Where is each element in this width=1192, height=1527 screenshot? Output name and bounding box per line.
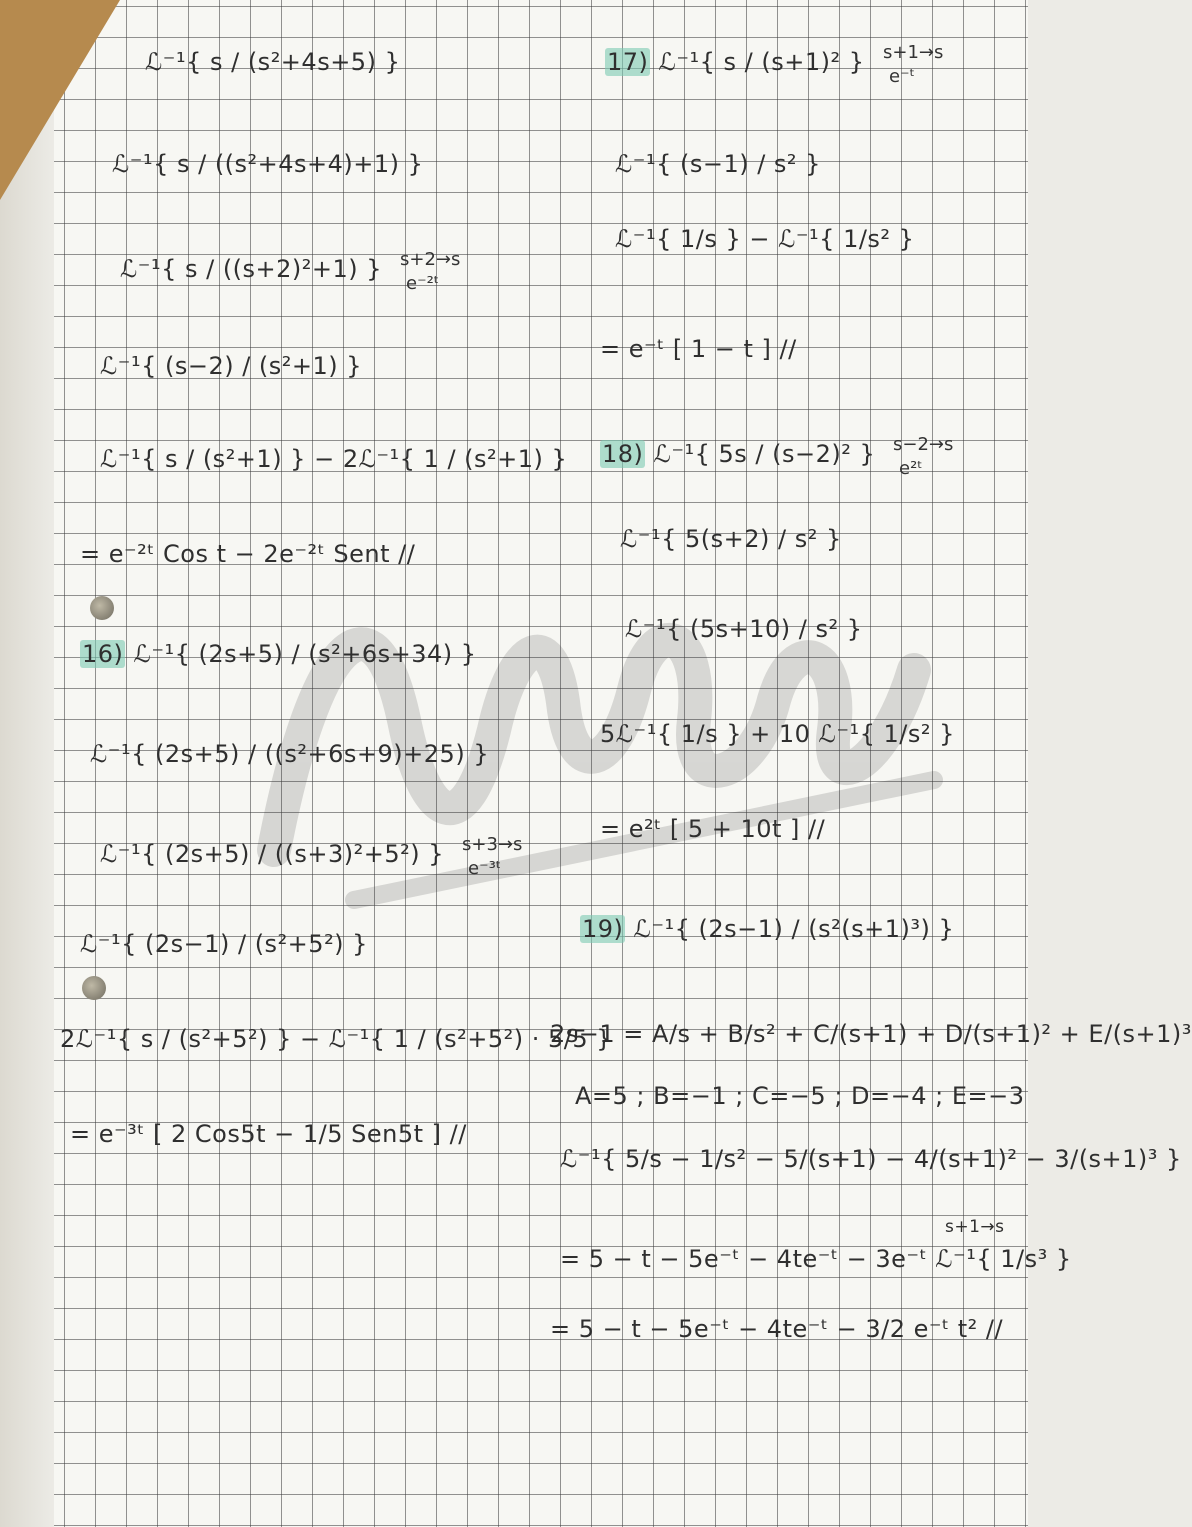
equation-text: ℒ⁻¹{ 5/s − 1/s² − 5/(s+1) − 4/(s+1)² − 3/(s+1)³ }	[560, 1145, 1182, 1173]
equation-text: ℒ⁻¹{ (2s−1) / (s²+5²) }	[80, 930, 368, 958]
equation-line	[550, 1020, 1192, 1048]
equation-line	[600, 815, 825, 843]
equation-text: ℒ⁻¹{ s / (s²+1) } − 2ℒ⁻¹{ 1 / (s²+1) }	[100, 445, 568, 473]
equation-line	[600, 720, 955, 748]
equation-text: ℒ⁻¹{ (2s+5) / ((s+3)²+5²) }	[100, 840, 445, 868]
substitution-note: s+2→s	[400, 249, 461, 270]
equation-line	[112, 150, 423, 178]
equation-text: = e⁻ᵗ [ 1 − t ] //	[600, 335, 797, 363]
equation-text: ℒ⁻¹{ (2s−1) / (s²(s+1)³) }	[633, 915, 955, 943]
equation-text: ℒ⁻¹{ 1/s } − ℒ⁻¹{ 1/s² }	[615, 225, 915, 253]
equation-line	[600, 335, 797, 363]
equation-line	[80, 930, 368, 958]
problem-number: 17)	[607, 48, 649, 76]
substitution-note: s+1→s	[883, 42, 944, 63]
substitution-note: s+3→s	[462, 834, 523, 855]
equation-line	[80, 640, 477, 668]
equation-line	[600, 440, 875, 468]
problem-number: 19)	[582, 915, 624, 943]
equation-text: ℒ⁻¹{ s / (s+1)² }	[658, 48, 865, 76]
equation-text: = 5 − t − 5e⁻ᵗ − 4te⁻ᵗ − 3/2 e⁻ᵗ t² //	[550, 1315, 1004, 1343]
equation-text: = e²ᵗ [ 5 + 10t ] //	[600, 815, 826, 843]
substitution-note: s−2→s	[893, 434, 954, 455]
equation-line	[620, 525, 842, 553]
equation-text: = e⁻³ᵗ [ 2 Cos5t − 1/5 Sen5t ] //	[70, 1120, 467, 1148]
equation-line	[90, 740, 489, 768]
equation-line	[575, 1082, 1025, 1110]
equation-line	[625, 615, 863, 643]
problem-number: 18)	[602, 440, 644, 468]
background-surface	[0, 0, 54, 1527]
equation-line	[100, 352, 362, 380]
exponential-factor: e⁻²ᵗ	[406, 273, 440, 294]
equation-line	[60, 1025, 612, 1053]
punch-hole	[82, 976, 106, 1000]
equation-text: = 5 − t − 5e⁻ᵗ − 4te⁻ᵗ − 3e⁻ᵗ ℒ⁻¹{ 1/s³ }	[560, 1245, 1072, 1273]
equation-text: ℒ⁻¹{ (s−2) / (s²+1) }	[100, 352, 363, 380]
equation-text: ℒ⁻¹{ 5(s+2) / s² }	[620, 525, 842, 553]
equation-text: 2ℒ⁻¹{ s / (s²+5²) } − ℒ⁻¹{ 1 / (s²+5²) · 5/5 }	[60, 1025, 613, 1053]
equation-line	[70, 1120, 467, 1148]
equation-line	[80, 540, 415, 568]
wood-corner	[0, 0, 120, 200]
equation-text: A=5 ; B=−1 ; C=−5 ; D=−4 ; E=−3	[575, 1082, 1025, 1110]
punch-hole	[90, 596, 114, 620]
equation-text: 2s−1 = A/s + B/s² + C/(s+1) + D/(s+1)² + E/(s+1)³	[550, 1020, 1192, 1048]
equation-text: ℒ⁻¹{ s / (s²+4s+5) }	[145, 48, 401, 76]
equation-text: = e⁻²ᵗ Cos t − 2e⁻²ᵗ Sent //	[80, 540, 416, 568]
equation-text: ℒ⁻¹{ (2s+5) / (s²+6s+34) }	[133, 640, 477, 668]
equation-line	[550, 1315, 1003, 1343]
exponential-factor: e⁻ᵗ	[889, 66, 915, 87]
equation-line	[100, 840, 444, 868]
exponential-factor: e²ᵗ	[899, 458, 923, 479]
equation-text: ℒ⁻¹{ s / ((s+2)²+1) }	[120, 255, 383, 283]
equation-text: ℒ⁻¹{ (s−1) / s² }	[615, 150, 821, 178]
equation-line	[605, 48, 865, 76]
equation-line	[615, 225, 914, 253]
equation-line	[100, 445, 567, 473]
equation-text: s+1→s	[945, 1217, 1005, 1237]
equation-text: ℒ⁻¹{ (5s+10) / s² }	[625, 615, 863, 643]
equation-line	[580, 915, 954, 943]
equation-line	[145, 48, 400, 76]
equation-text: ℒ⁻¹{ s / ((s²+4s+4)+1) }	[112, 150, 424, 178]
problem-number: 16)	[82, 640, 124, 668]
exponential-factor: e⁻³ᵗ	[468, 858, 502, 879]
equation-line	[560, 1245, 1072, 1273]
equation-text: 5ℒ⁻¹{ 1/s } + 10 ℒ⁻¹{ 1/s² }	[600, 720, 955, 748]
equation-text: ℒ⁻¹{ 5s / (s−2)² }	[653, 440, 876, 468]
equation-line	[945, 1210, 1005, 1241]
equation-line	[615, 150, 821, 178]
equation-line	[120, 255, 382, 283]
equation-line	[560, 1145, 1182, 1173]
equation-text: ℒ⁻¹{ (2s+5) / ((s²+6s+9)+25) }	[90, 740, 490, 768]
